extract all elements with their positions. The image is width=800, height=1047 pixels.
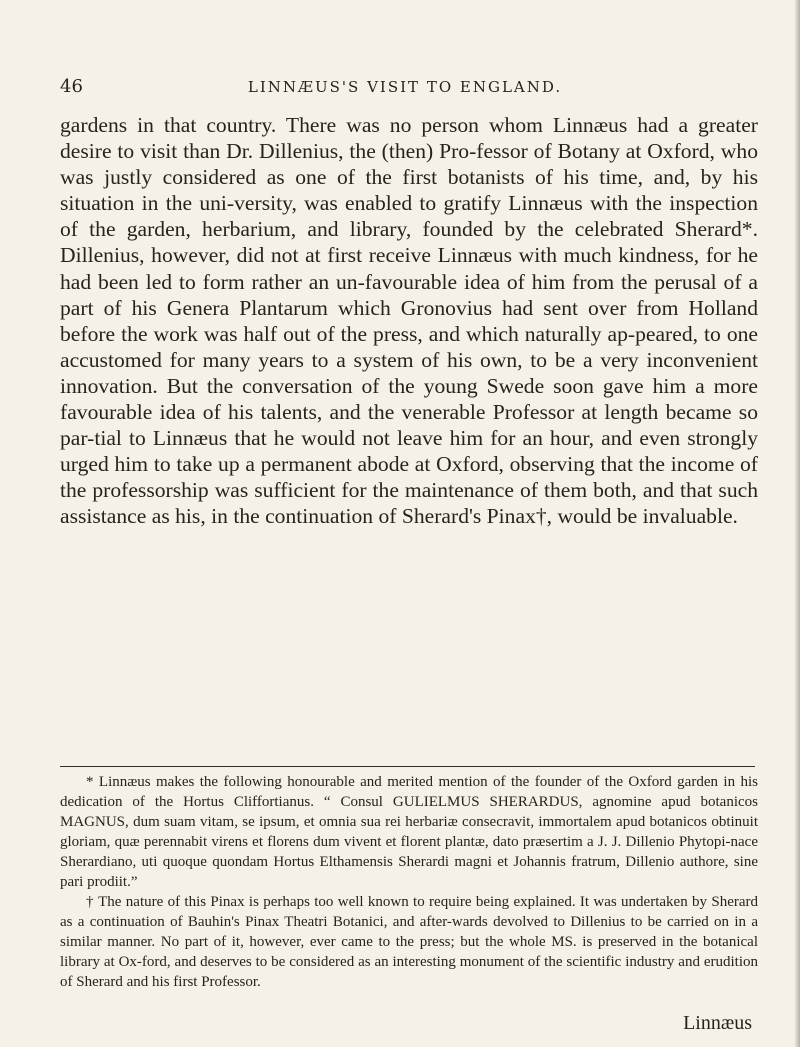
page-edge-shadow — [794, 0, 800, 1047]
running-title: LINNÆUS'S VISIT TO ENGLAND. — [247, 78, 563, 96]
footnote-rule — [60, 766, 755, 767]
page-header — [60, 76, 750, 102]
footnote-1: * Linnæus makes the following honourable and merited mention of the founder of the Oxford garden in his dedication of the Hortus Cliffortianus. “ Consul GULIELMUS SHERARDUS, agnomine apud botanicos MAGNUS, dum suam vitam, se ipsum, et omnia sua rei herbariæ consecravit, immortalem apud botanicos obtinuit gloriam, quæ perennabit virens et florens dum vivent et florent plantæ, dato præsertim a J. J. Dillenio Phytopi-nace Sherardiano, uti quoque quondam Hortus Elthamensis Sherardi magni et Johannis fratrum, Dillenio authore, sine pari prodiit.” — [60, 774, 758, 890]
footnotes — [60, 772, 758, 992]
body-paragraph: gardens in that country. There was no person whom Linnæus had a greater desire to visit than Dr. Dillenius, the (then) Pro-fessor of Botany at Oxford, who was justly considered as one of the first botanists of his time, and, by his situation in the uni-versity, was enabled to gratify Linnæus with the inspection of the garden, herbarium, and library, founded by the celebrated Sherard*. Dillenius, however, did not at first receive Linnæus with much kindness, for he had been led to form rather an un-favourable idea of him from the perusal of a part of his Genera Plantarum which Gronovius had sent over from Holland before the work was half out of the press, and which naturally ap-peared, to one accustomed for many years to a system of his own, to be a very inconvenient innovation. But the conversation of the young Swede soon gave him a more favourable idea of his talents, and the venerable Professor at length became so par-tial to Linnæus that he would not leave him for an hour, and even strongly urged him to take up a permanent abode at Oxford, observing that the income of the professorship was sufficient for the maintenance of them both, and that such assistance as his, in the continuation of Sherard's Pinax†, would be invaluable. — [60, 113, 758, 529]
footnote-2: † The nature of this Pinax is perhaps too well known to require being explained. It was undertaken by Sherard as a continuation of Bauhin's Pinax Theatri Botanici, and after-wards devolved to Dillenius to be carried on in a similar manner. No part of it, however, ever came to the press; but the whole MS. is preserved in the botanical library at Ox-ford, and deserves to be considered as an interesting monument of the scientific industry and erudition of Sherard and his first Professor. — [60, 894, 758, 990]
catchword: Linnæus — [683, 1012, 752, 1034]
page-number: 46 — [60, 76, 83, 97]
